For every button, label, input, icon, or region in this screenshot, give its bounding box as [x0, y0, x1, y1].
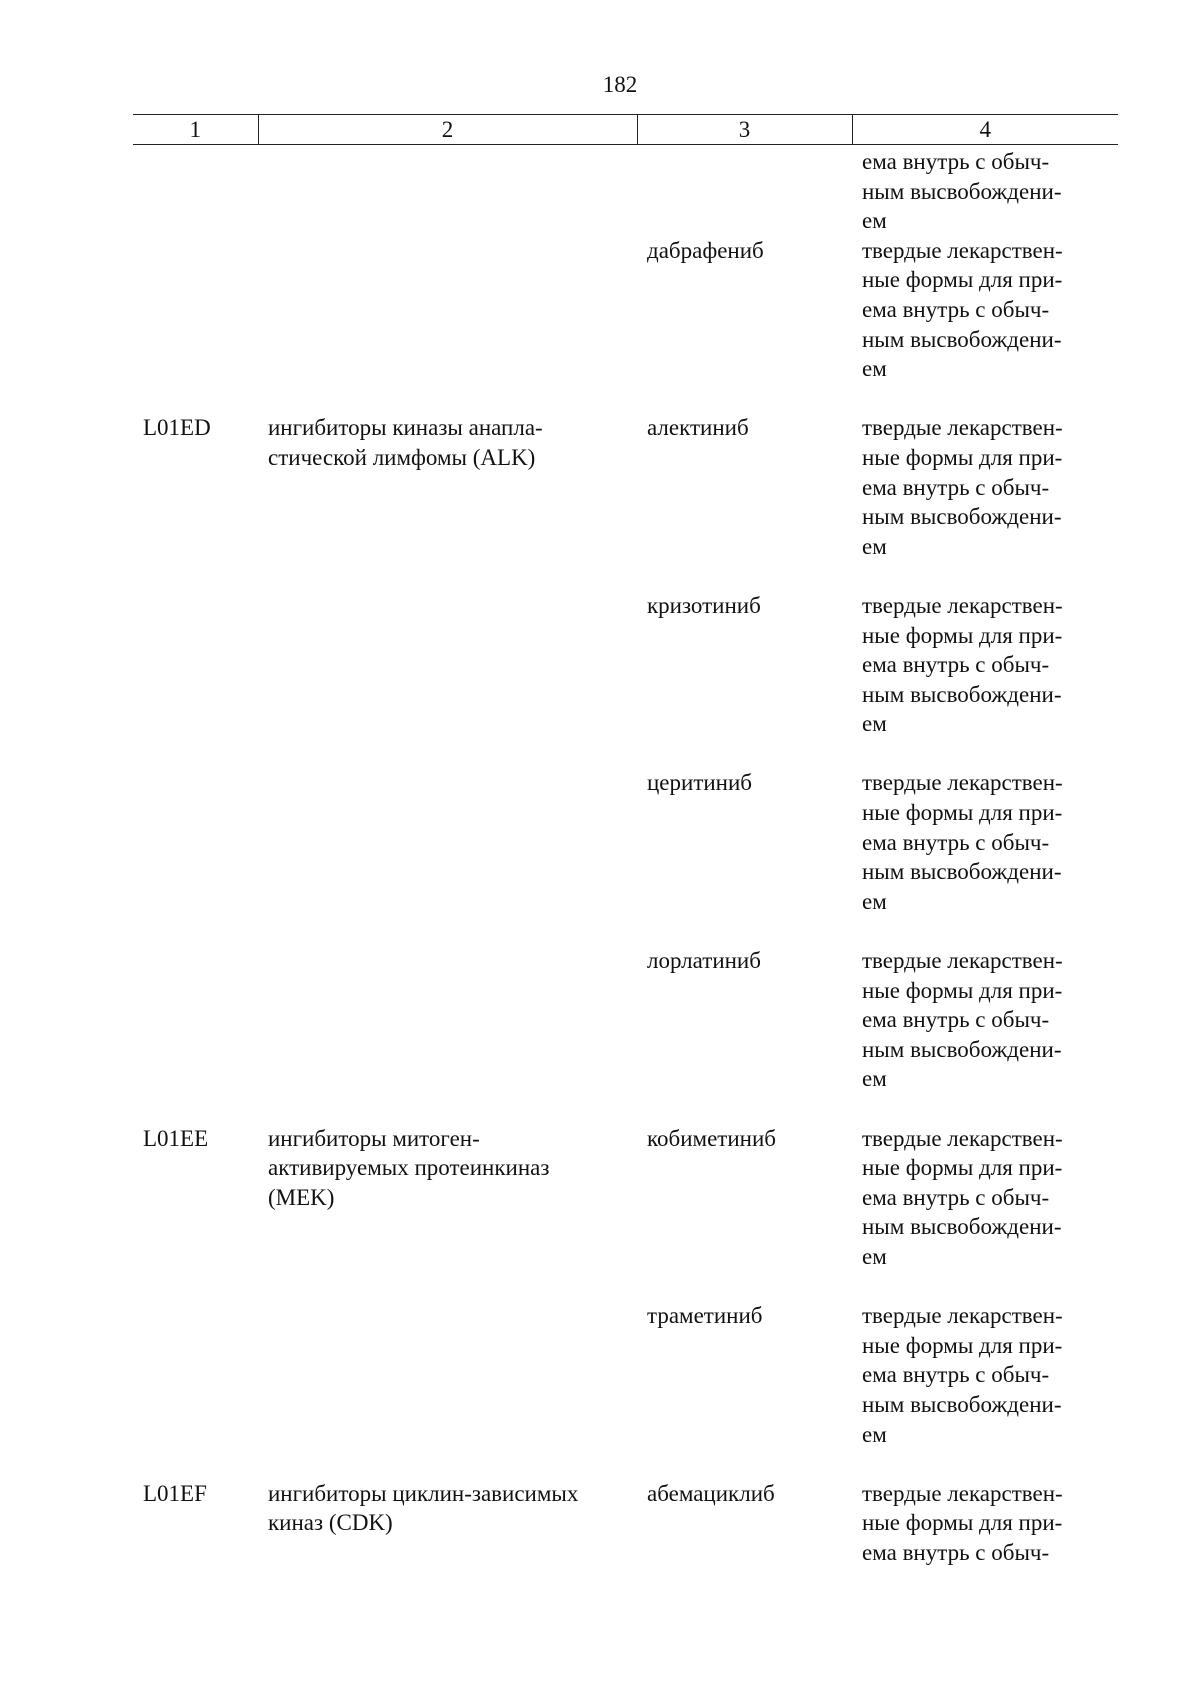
drug-name-cell: траметиниб — [647, 1303, 763, 1329]
pharmacological-group-cell — [258, 413, 637, 591]
atc-code-cell — [133, 591, 258, 769]
column-header-3: 3 — [637, 115, 852, 145]
cell-line: ема внутрь с обыч- — [862, 474, 1050, 500]
cell-line: ингибиторы циклин-зависимых — [268, 1480, 579, 1506]
cell-line: (MEK) — [268, 1184, 335, 1210]
cell-line: твердые лекарствен- — [862, 770, 1063, 796]
drug-name-cell — [637, 145, 852, 236]
pharmacological-group-cell — [258, 1479, 637, 1568]
cell-line: ные формы для при- — [862, 444, 1063, 470]
drug-name-cell: церитиниб — [647, 770, 753, 796]
dosage-form-cell — [852, 236, 1118, 414]
cell-line: ем — [862, 888, 887, 914]
cell-line: ем — [862, 208, 887, 234]
drug-name-cell: кризотиниб — [647, 592, 761, 618]
cell-line: твердые лекарствен- — [862, 1125, 1063, 1151]
atc-code-cell: L01ED — [143, 415, 211, 441]
table-row — [133, 413, 1118, 591]
cell-line: ные формы для при- — [862, 1510, 1063, 1536]
pharmacological-group-cell — [258, 768, 637, 946]
cell-line: ема внутрь с обыч- — [862, 1362, 1050, 1388]
cell-line: ным высвобождени- — [862, 1036, 1062, 1062]
drug-name-cell: алектиниб — [647, 415, 749, 441]
cell-line: ные формы для при- — [862, 1155, 1063, 1181]
cell-line: ным высвобождени- — [862, 504, 1062, 530]
table-row — [133, 1301, 1118, 1479]
cell-line: ные формы для при- — [862, 267, 1063, 293]
dosage-form-cell — [852, 591, 1118, 769]
pharmacological-group-cell — [258, 591, 637, 769]
cell-line: ема внутрь с обыч- — [862, 149, 1050, 174]
cell-line: активируемых протеинкиназ — [268, 1155, 550, 1181]
cell-line: ем — [862, 533, 887, 559]
cell-line: ем — [862, 1421, 887, 1447]
cell-line: ема внутрь с обыч- — [862, 1184, 1050, 1210]
cell-line: твердые лекарствен- — [862, 592, 1063, 618]
cell-line: твердые лекарствен- — [862, 237, 1063, 263]
pharmacological-group-cell — [258, 946, 637, 1124]
drug-name-cell: дабрафениб — [647, 237, 764, 263]
dosage-form-cell — [852, 1301, 1118, 1479]
pharmacological-group-cell — [258, 1124, 637, 1302]
dosage-form-cell — [852, 145, 1118, 236]
cell-line: ным высвобождени- — [862, 681, 1062, 707]
drug-table — [133, 114, 1118, 1568]
cell-line: ным высвобождени- — [862, 859, 1062, 885]
cell-line: ема внутрь с обыч- — [862, 1007, 1050, 1033]
cell-line: ема внутрь с обыч- — [862, 652, 1050, 678]
cell-line: ным высвобождени- — [862, 1391, 1062, 1417]
cell-line: твердые лекарствен- — [862, 1303, 1063, 1329]
pharmacological-group-cell — [258, 1301, 637, 1479]
pharmacological-group-cell — [258, 236, 637, 414]
cell-line: ингибиторы киназы анапла- — [268, 415, 543, 441]
cell-line: ем — [862, 356, 887, 382]
page-number: 182 — [602, 72, 638, 97]
cell-line: ные формы для при- — [862, 977, 1063, 1003]
column-header-1: 1 — [133, 115, 258, 145]
dosage-form-cell — [852, 413, 1118, 591]
cell-line: твердые лекарствен- — [862, 1480, 1063, 1506]
atc-code-cell: L01EE — [143, 1125, 209, 1151]
cell-line: ема внутрь с обыч- — [862, 1539, 1050, 1565]
cell-line: ем — [862, 1243, 887, 1269]
atc-code-cell — [133, 768, 258, 946]
table-body — [133, 145, 1118, 1568]
atc-code-cell — [133, 145, 258, 236]
cell-line: ема внутрь с обыч- — [862, 829, 1050, 855]
cell-line: киназ (CDK) — [268, 1510, 393, 1536]
cell-line: ные формы для при- — [862, 1332, 1063, 1358]
cell-line: ные формы для при- — [862, 800, 1063, 826]
dosage-form-cell — [852, 1124, 1118, 1302]
drug-name-cell: кобиметиниб — [647, 1125, 776, 1151]
cell-line: ным высвобождени- — [862, 326, 1062, 352]
dosage-form-cell — [852, 768, 1118, 946]
table-row — [133, 768, 1118, 946]
dosage-form-cell — [852, 1479, 1118, 1568]
table-header-row — [133, 115, 1118, 145]
cell-line: ингибиторы митоген- — [268, 1125, 480, 1151]
cell-line: ные формы для при- — [862, 622, 1063, 648]
cell-line: стической лимфомы (ALK) — [268, 444, 536, 470]
atc-code-cell — [133, 946, 258, 1124]
table-row — [133, 1479, 1118, 1568]
cell-line: ным высвобождени- — [862, 178, 1062, 204]
column-header-4: 4 — [852, 115, 1118, 145]
atc-code-cell — [133, 1301, 258, 1479]
cell-line: ем — [862, 711, 887, 737]
drug-name-cell: абемациклиб — [647, 1480, 775, 1506]
atc-code-cell — [133, 236, 258, 414]
pharmacological-group-cell — [258, 145, 637, 236]
table-row — [133, 236, 1118, 414]
cell-line: твердые лекарствен- — [862, 415, 1063, 441]
table-row — [133, 1124, 1118, 1302]
dosage-form-cell — [852, 946, 1118, 1124]
table-row — [133, 946, 1118, 1124]
drug-name-cell: лорлатиниб — [647, 948, 761, 974]
atc-code-cell: L01EF — [143, 1480, 207, 1506]
table-row — [133, 145, 1118, 236]
column-header-2: 2 — [258, 115, 637, 145]
cell-line: твердые лекарствен- — [862, 948, 1063, 974]
table-row — [133, 591, 1118, 769]
cell-line: ным высвобождени- — [862, 1214, 1062, 1240]
cell-line: ем — [862, 1066, 887, 1092]
cell-line: ема внутрь с обыч- — [862, 296, 1050, 322]
